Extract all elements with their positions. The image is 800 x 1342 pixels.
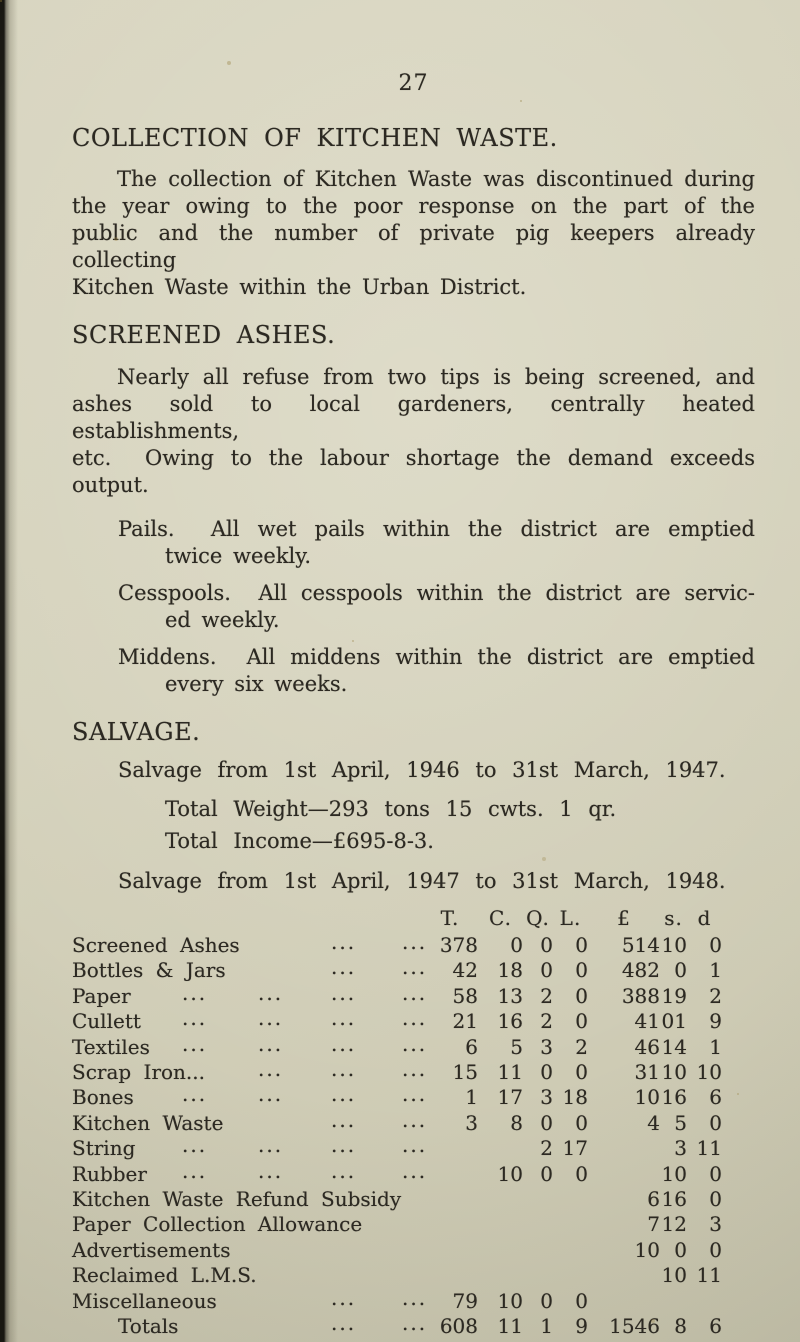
cell-d: 0 bbox=[709, 1187, 722, 1212]
column-header-s: s. bbox=[664, 906, 683, 930]
cell-t bbox=[422, 1263, 478, 1288]
cell-gbp: 7 bbox=[647, 1212, 660, 1237]
cell-c: 11 bbox=[497, 1314, 523, 1339]
cell-t bbox=[422, 1162, 478, 1187]
cell-d bbox=[687, 1289, 722, 1314]
leader-dots: ... bbox=[258, 1006, 284, 1031]
cell-s: 12 bbox=[661, 1212, 687, 1237]
cell-s: 19 bbox=[661, 983, 687, 1008]
cell-c bbox=[478, 1263, 523, 1288]
cell-gbp: 41 bbox=[634, 1009, 660, 1034]
cell-gbp: 10 bbox=[634, 1237, 660, 1262]
heading-collection-of-kitchen-waste: COLLECTION OF KITCHEN WASTE. bbox=[72, 124, 558, 152]
cell-t bbox=[422, 1136, 478, 1161]
item-label bbox=[72, 930, 428, 958]
table-row bbox=[72, 1158, 755, 1187]
cell-gbp: 6 bbox=[647, 1187, 660, 1212]
cell-gbp bbox=[588, 1136, 660, 1161]
cell-c: 13 bbox=[497, 983, 523, 1008]
cell-q bbox=[523, 1263, 553, 1288]
cell-s: 16 bbox=[661, 1187, 687, 1212]
cell-d: 6 bbox=[709, 1085, 722, 1110]
cell-l: 0 bbox=[575, 933, 588, 957]
item-label bbox=[72, 1285, 428, 1314]
cell-d: 0 bbox=[709, 1110, 722, 1135]
cell-c: 16 bbox=[497, 1009, 523, 1034]
cell-c: 11 bbox=[497, 1060, 523, 1085]
salvage-table-body bbox=[72, 930, 755, 1340]
salvage-period-1946: Salvage from 1st April, 1946 to 31st March, 1947. bbox=[118, 758, 726, 782]
cell-t bbox=[422, 1187, 478, 1212]
cell-c bbox=[478, 1136, 523, 1161]
item-label bbox=[72, 1133, 428, 1161]
cell-l: 0 bbox=[575, 1060, 588, 1085]
cell-t: 3 bbox=[465, 1110, 478, 1135]
service-item-line: ed weekly. bbox=[165, 608, 280, 632]
cell-l: 0 bbox=[575, 1288, 588, 1313]
cell-d: 1 bbox=[709, 1034, 722, 1059]
cell-d: 6 bbox=[709, 1314, 722, 1339]
item-label bbox=[72, 1158, 428, 1187]
leader-dots: ... bbox=[258, 1082, 284, 1107]
cell-t: 21 bbox=[452, 1009, 478, 1034]
leader-dots: ... bbox=[331, 1107, 357, 1132]
item-label bbox=[72, 1311, 428, 1339]
item-label-text: Advertisements bbox=[72, 1237, 231, 1262]
leader-dots: ... bbox=[182, 980, 208, 1005]
heading-salvage: SALVAGE. bbox=[72, 718, 201, 746]
item-label-text: Rubber bbox=[72, 1161, 147, 1186]
cell-d: 10 bbox=[696, 1060, 722, 1085]
cell-q bbox=[523, 1187, 553, 1212]
cell-t: 378 bbox=[439, 933, 478, 957]
leader-dots: ... bbox=[331, 1031, 357, 1056]
cell-c: 17 bbox=[497, 1085, 523, 1110]
cell-c: 18 bbox=[497, 958, 523, 983]
cell-d: 11 bbox=[696, 1136, 722, 1161]
cell-d: 0 bbox=[709, 1237, 722, 1262]
column-header-d: d bbox=[697, 906, 712, 930]
cell-t: 1 bbox=[465, 1085, 478, 1110]
cell-s: 01 bbox=[661, 1009, 687, 1034]
cell-q: 0 bbox=[540, 1110, 553, 1135]
leader-dots: ... bbox=[331, 1158, 357, 1183]
item-label-text: Paper Collection Allowance bbox=[72, 1212, 363, 1237]
column-header-l: L. bbox=[559, 906, 582, 930]
cell-c: 0 bbox=[510, 933, 523, 957]
table-row bbox=[72, 1311, 755, 1339]
cell-l: 18 bbox=[562, 1085, 588, 1110]
cell-d: 3 bbox=[709, 1212, 722, 1237]
item-label-text: Totals bbox=[118, 1314, 179, 1339]
item-label-text: Bones bbox=[72, 1085, 134, 1110]
column-header-q: Q. bbox=[526, 906, 550, 930]
item-label bbox=[72, 1031, 428, 1060]
cell-d: 9 bbox=[709, 1009, 722, 1034]
leader-dots: ... bbox=[402, 1006, 428, 1031]
cell-q: 0 bbox=[540, 1161, 553, 1186]
item-label bbox=[72, 1082, 428, 1110]
leader-dots: ... bbox=[331, 955, 357, 980]
cell-gbp: 31 bbox=[634, 1060, 660, 1085]
header-spacer bbox=[72, 904, 422, 932]
leader-dots: ... bbox=[402, 1031, 428, 1056]
cell-l: 0 bbox=[575, 983, 588, 1008]
leader-dots: ... bbox=[182, 1031, 208, 1056]
cell-l: 0 bbox=[575, 1009, 588, 1034]
cell-d: 0 bbox=[709, 933, 722, 957]
leader-dots: ... bbox=[182, 1158, 208, 1183]
item-label-text: Textiles bbox=[72, 1034, 150, 1059]
cell-s: 8 bbox=[674, 1314, 687, 1339]
cell-q: 0 bbox=[540, 958, 553, 983]
cell-gbp: 388 bbox=[621, 983, 660, 1008]
item-label-text: Scrap Iron... bbox=[72, 1060, 206, 1085]
paragraph-line: ashes sold to local gardeners, centrally heated establishments, bbox=[72, 392, 755, 443]
leader-dots: ... bbox=[331, 1057, 357, 1082]
paragraph-line: The collection of Kitchen Waste was discontinued during bbox=[117, 167, 755, 191]
leader-dots: ... bbox=[402, 1057, 428, 1082]
cell-d: 11 bbox=[696, 1263, 722, 1288]
cell-s: 10 bbox=[661, 1263, 687, 1288]
leader-dots: ... bbox=[258, 980, 284, 1005]
item-label-text: Cullett bbox=[72, 1009, 141, 1034]
service-item-line: every six weeks. bbox=[165, 672, 348, 696]
item-label bbox=[72, 1212, 422, 1237]
leader-dots: ... bbox=[331, 930, 357, 954]
cell-l bbox=[553, 1263, 588, 1288]
cell-gbp: 514 bbox=[621, 933, 660, 957]
cell-l: 17 bbox=[562, 1136, 588, 1161]
cell-t: 42 bbox=[452, 958, 478, 983]
leader-dots: ... bbox=[331, 1006, 357, 1031]
service-item-line: Cesspools. All cesspools within the district are servic- bbox=[118, 581, 755, 605]
cell-s: 5 bbox=[674, 1110, 687, 1135]
cell-s: 0 bbox=[674, 1237, 687, 1262]
salvage-table-header bbox=[72, 904, 755, 932]
leader-dots: ... bbox=[402, 955, 428, 980]
leader-dots: ... bbox=[182, 1006, 208, 1031]
leader-dots: ... bbox=[402, 1107, 428, 1132]
cell-q: 2 bbox=[540, 1136, 553, 1161]
paragraph-line: Nearly all refuse from two tips is being screened, and bbox=[117, 365, 755, 389]
leader-dots: ... bbox=[331, 1133, 357, 1158]
leader-dots: ... bbox=[331, 1285, 357, 1310]
item-label-text: Kitchen Waste bbox=[72, 1110, 224, 1135]
column-header-gbp: £ bbox=[617, 906, 631, 930]
cell-s: 10 bbox=[661, 1161, 687, 1186]
item-label bbox=[72, 1238, 422, 1263]
screened-ashes-paragraph bbox=[72, 364, 755, 499]
cell-c: 8 bbox=[510, 1110, 523, 1135]
leader-dots: ... bbox=[331, 1311, 357, 1336]
leader-dots: ... bbox=[402, 1133, 428, 1158]
paragraph-line: output. bbox=[72, 473, 149, 497]
item-label-text: Paper bbox=[72, 983, 131, 1008]
cell-gbp: 4 bbox=[647, 1110, 660, 1135]
leader-dots: ... bbox=[258, 1057, 284, 1082]
salvage-total-income: Total Income—£695-8-3. bbox=[165, 829, 434, 853]
kitchen-waste-paragraph bbox=[72, 166, 755, 301]
item-label bbox=[72, 1107, 428, 1136]
column-header-t: T. bbox=[440, 906, 460, 930]
cell-d: 2 bbox=[709, 983, 722, 1008]
salvage-period-1947: Salvage from 1st April, 1947 to 31st March, 1948. bbox=[118, 869, 726, 893]
salvage-table bbox=[72, 904, 755, 1340]
cell-q bbox=[523, 1238, 553, 1263]
leader-dots: ... bbox=[182, 1082, 208, 1107]
cell-q: 0 bbox=[540, 933, 553, 957]
cell-l bbox=[553, 1187, 588, 1212]
cell-s: 10 bbox=[661, 933, 687, 957]
cell-gbp: 46 bbox=[634, 1034, 660, 1059]
cell-c bbox=[478, 1238, 523, 1263]
cell-s: 10 bbox=[661, 1060, 687, 1085]
salvage-total-weight: Total Weight—293 tons 15 cwts. 1 qr. bbox=[165, 797, 617, 821]
cell-t bbox=[422, 1212, 478, 1237]
item-label bbox=[72, 1006, 428, 1034]
cell-gbp bbox=[588, 1162, 660, 1187]
leader-dots: ... bbox=[331, 980, 357, 1005]
item-label-text: Miscellaneous bbox=[72, 1288, 217, 1313]
cell-q bbox=[523, 1212, 553, 1237]
cell-t: 79 bbox=[452, 1288, 478, 1313]
cell-gbp bbox=[588, 1263, 660, 1288]
leader-dots: ... bbox=[402, 980, 428, 1005]
cell-l bbox=[553, 1212, 588, 1237]
cell-q: 3 bbox=[540, 1085, 553, 1110]
leader-dots: ... bbox=[402, 1158, 428, 1183]
leader-dots: ... bbox=[402, 1082, 428, 1107]
service-schedule-list bbox=[72, 516, 755, 698]
table-row bbox=[72, 1212, 755, 1237]
cell-l: 0 bbox=[575, 1161, 588, 1186]
cell-s: 16 bbox=[661, 1085, 687, 1110]
leader-dots: ... bbox=[331, 1082, 357, 1107]
cell-c bbox=[478, 1212, 523, 1237]
cell-l: 0 bbox=[575, 958, 588, 983]
service-item-middens bbox=[72, 644, 755, 698]
item-label-text: Screened Ashes bbox=[72, 933, 240, 957]
cell-q: 3 bbox=[540, 1034, 553, 1059]
paragraph-line: public and the number of private pig keepers already collecting bbox=[72, 221, 755, 272]
service-item-line: twice weekly. bbox=[165, 544, 312, 568]
cell-t: 58 bbox=[452, 983, 478, 1008]
service-item-line: Middens. All middens within the district are emptied bbox=[118, 645, 755, 669]
paragraph-line: etc. Owing to the labour shortage the demand exceeds bbox=[72, 446, 755, 470]
cell-gbp: 482 bbox=[621, 958, 660, 983]
service-item-cesspools bbox=[72, 580, 755, 634]
page-content bbox=[72, 0, 755, 1340]
item-label-text: Kitchen Waste Refund Subsidy bbox=[72, 1187, 402, 1212]
leader-dots: ... bbox=[258, 1031, 284, 1056]
item-label bbox=[72, 1057, 428, 1085]
cell-q: 2 bbox=[540, 1009, 553, 1034]
cell-gbp: 10 bbox=[634, 1085, 660, 1110]
item-label bbox=[72, 955, 428, 983]
leader-dots: ... bbox=[258, 1158, 284, 1183]
cell-l: 9 bbox=[575, 1314, 588, 1339]
leader-dots: ... bbox=[402, 1285, 428, 1310]
page-number: 27 bbox=[398, 71, 429, 96]
cell-t bbox=[422, 1238, 478, 1263]
table-row bbox=[72, 1187, 755, 1212]
table-row bbox=[72, 1238, 755, 1263]
cell-t: 6 bbox=[465, 1034, 478, 1059]
cell-s: 0 bbox=[674, 958, 687, 983]
heading-screened-ashes: SCREENED ASHES. bbox=[72, 321, 336, 349]
cell-l bbox=[553, 1238, 588, 1263]
cell-t: 608 bbox=[439, 1314, 478, 1339]
service-item-line: Pails. All wet pails within the district are emptied bbox=[118, 517, 755, 541]
cell-q: 1 bbox=[540, 1314, 553, 1339]
cell-s: 3 bbox=[674, 1136, 687, 1161]
cell-t: 15 bbox=[452, 1060, 478, 1085]
cell-l: 2 bbox=[575, 1034, 588, 1059]
cell-c: 5 bbox=[510, 1034, 523, 1059]
cell-d: 1 bbox=[709, 958, 722, 983]
cell-c bbox=[478, 1187, 523, 1212]
item-label-text: Bottles & Jars bbox=[72, 958, 226, 983]
service-item-pails bbox=[72, 516, 755, 570]
cell-l: 0 bbox=[575, 1110, 588, 1135]
leader-dots: ... bbox=[182, 1133, 208, 1158]
cell-s: 14 bbox=[661, 1034, 687, 1059]
cell-s bbox=[660, 1289, 687, 1314]
item-label bbox=[72, 1187, 422, 1212]
cell-q: 0 bbox=[540, 1288, 553, 1313]
cell-d: 0 bbox=[709, 1161, 722, 1186]
item-label-text: String bbox=[72, 1136, 136, 1161]
item-label bbox=[72, 980, 428, 1009]
cell-gbp bbox=[588, 1289, 660, 1314]
cell-c: 10 bbox=[497, 1288, 523, 1313]
leader-dots: ... bbox=[258, 1133, 284, 1158]
leader-dots: ... bbox=[402, 930, 428, 954]
cell-q: 2 bbox=[540, 983, 553, 1008]
column-header-c: C. bbox=[489, 906, 512, 930]
cell-c: 10 bbox=[497, 1161, 523, 1186]
item-label-text: Reclaimed L.M.S. bbox=[72, 1263, 257, 1288]
paragraph-line: Kitchen Waste within the Urban District. bbox=[72, 275, 527, 299]
item-label bbox=[72, 1263, 422, 1288]
leader-dots: ... bbox=[402, 1311, 428, 1336]
cell-gbp: 1546 bbox=[609, 1314, 660, 1339]
paragraph-line: the year owing to the poor response on the part of the bbox=[72, 194, 755, 218]
cell-q: 0 bbox=[540, 1060, 553, 1085]
